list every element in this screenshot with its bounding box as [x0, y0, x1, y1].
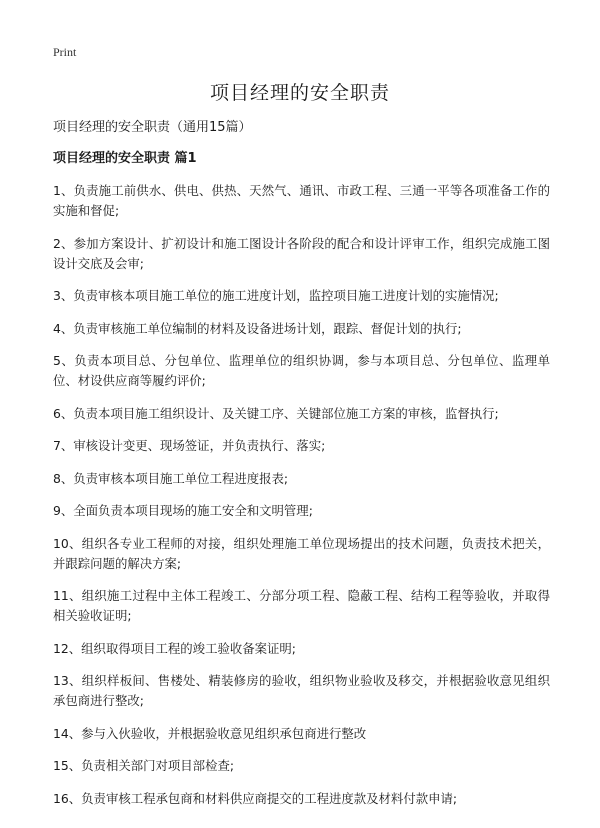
list-item: 7、审核设计变更、现场签证，并负责执行、落实; — [53, 438, 326, 453]
list-item: 13、组织样板间、售楼处、精装修房的验收，组织物业验收及移交，并根据验收意见组织承包商进行整改; — [53, 673, 550, 708]
list-item: 5、负责本项目总、分包单位、监理单位的组织协调，参与本项目总、分包单位、监理单位、材设供应商等履约评价; — [53, 353, 550, 388]
page-title: 项目经理的安全职责 — [209, 82, 390, 104]
list-item: 10、组织各专业工程师的对接，组织处理施工单位现场提出的技术问题，负责技术把关，并跟踪问题的解决方案; — [53, 535, 550, 571]
list-item: 1、负责施工前供水、供电、供热、天然气、通讯、市政工程、三通一平等各项准备工作的实施和督促; — [53, 183, 550, 218]
print-link[interactable]: Print — [53, 45, 77, 59]
list-item: 3、负责审核本项目施工单位的施工进度计划，监控项目施工进度计划的实施情况; — [53, 288, 499, 303]
list-item: 9、全面负责本项目现场的施工安全和文明管理; — [53, 503, 313, 518]
list-item: 16、负责审核工程承包商和材料供应商提交的工程进度款及材料付款申请; — [53, 790, 458, 806]
list-item: 15、负责相关部门对项目部检查; — [53, 758, 235, 773]
list-item: 12、组织取得项目工程的竣工验收备案证明; — [53, 640, 296, 656]
list-item: 11、组织施工过程中主体工程竣工、分部分项工程、隐蔽工程、结构工程等验收，并取得相关验收证明; — [53, 588, 550, 623]
list-item: 14、参与入伙验收，并根据验收意见组织承包商进行整改 — [53, 725, 367, 741]
duty-list — [53, 181, 550, 821]
list-item: 6、负责本项目施工组织设计、及关键工序、关键部位施工方案的审核，监督执行; — [53, 405, 499, 421]
list-item: 2、参加方案设计、扩初设计和施工图设计各阶段的配合和设计评审工作，组织完成施工图设计交底及会审; — [53, 235, 550, 271]
list-item: 4、负责审核施工单位编制的材料及设备进场计划，跟踪、督促计划的执行; — [53, 320, 462, 336]
list-item: 8、负责审核本项目施工单位工程进度报表; — [53, 470, 289, 486]
section-heading: 项目经理的安全职责 篇1 — [53, 151, 197, 166]
document-subtitle: 项目经理的安全职责（通用15篇） — [53, 120, 252, 135]
